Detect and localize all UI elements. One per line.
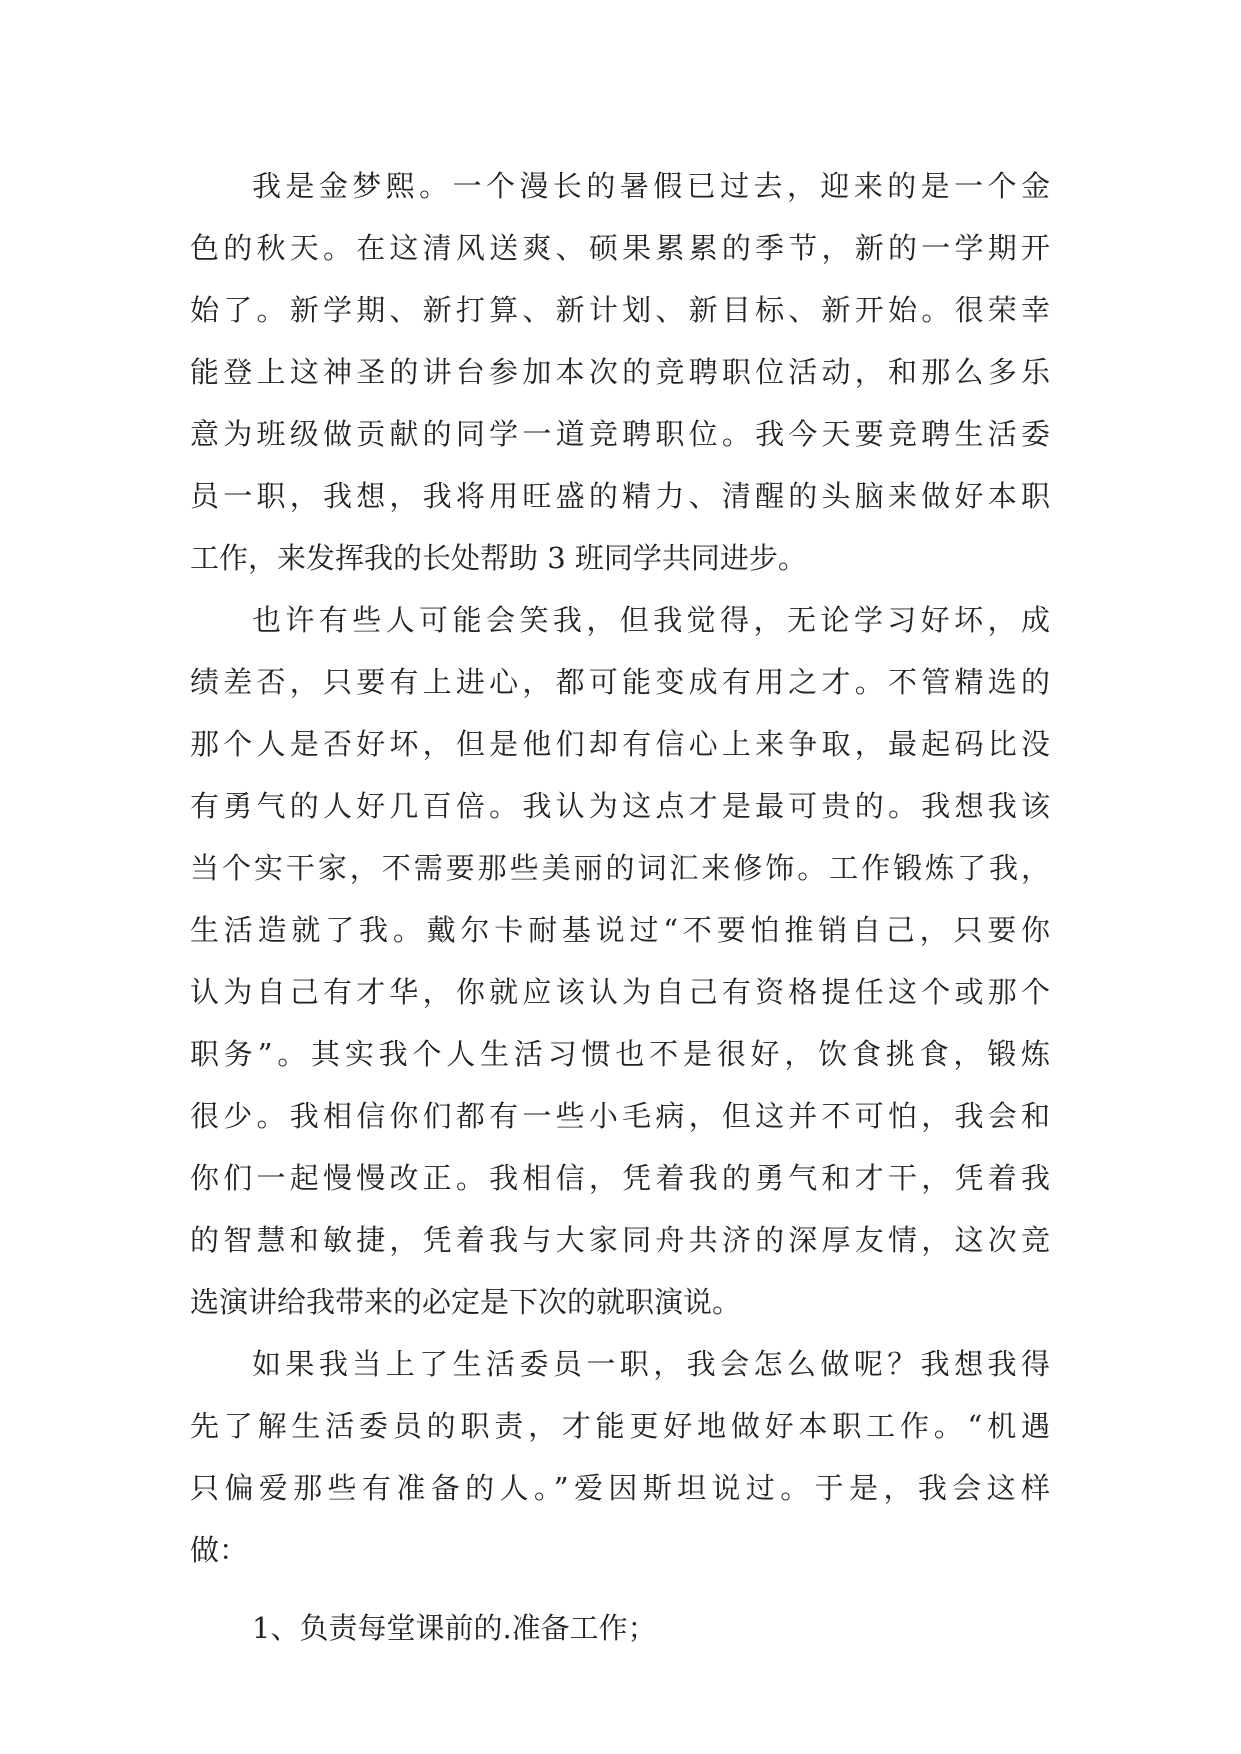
text-line: 职务”。其实我个人生活习惯也不是很好，饮食挑食，锻炼 xyxy=(190,1037,1050,1071)
text-line: 能登上这神圣的讲台参加本次的竞聘职位活动，和那么多乐 xyxy=(190,355,1050,389)
text-line: 先了解生活委员的职责，才能更好地做好本职工作。“机遇 xyxy=(190,1409,1050,1443)
text-line: 只偏爱那些有准备的人。”爱因斯坦说过。于是，我会这样 xyxy=(190,1471,1050,1505)
paragraph-self-assessment xyxy=(190,589,1050,1333)
text-line: 的智慧和敏捷，凭着我与大家同舟共济的深厚友情，这次竞 xyxy=(190,1223,1050,1257)
text-line: 意为班级做贡献的同学一道竞聘职位。我今天要竞聘生活委 xyxy=(190,417,1050,451)
text-line: 工作，来发挥我的长处帮助 3 班同学共同进步。 xyxy=(190,541,807,575)
text-line: 很少。我相信你们都有一些小毛病，但这并不可怕，我会和 xyxy=(190,1099,1050,1133)
text-line: 员一职，我想，我将用旺盛的精力、清醒的头脑来做好本职 xyxy=(190,479,1050,513)
paragraph-spacer xyxy=(190,1581,1050,1597)
text-line: 有勇气的人好几百倍。我认为这点才是最可贵的。我想我该 xyxy=(190,789,1050,823)
text-line: 如果我当上了生活委员一职，我会怎么做呢？我想我得 xyxy=(252,1347,1050,1381)
list-item xyxy=(190,1597,1050,1659)
text-line: 1、负责每堂课前的.准备工作； xyxy=(252,1611,657,1645)
text-line: 也许有些人可能会笑我，但我觉得，无论学习好坏，成 xyxy=(252,603,1050,637)
text-line: 那个人是否好坏，但是他们却有信心上来争取，最起码比没 xyxy=(190,727,1050,761)
text-line: 选演讲给我带来的必定是下次的就职演说。 xyxy=(190,1285,742,1319)
text-line: 当个实干家，不需要那些美丽的词汇来修饰。工作锻炼了我， xyxy=(190,851,1050,885)
text-line: 生活造就了我。戴尔卡耐基说过“不要怕推销自己，只要你 xyxy=(190,913,1050,947)
text-line: 做： xyxy=(190,1533,249,1567)
text-line: 认为自己有才华，你就应该认为自己有资格提任这个或那个 xyxy=(190,975,1050,1009)
text-line: 色的秋天。在这清风送爽、硕果累累的季节，新的一学期开 xyxy=(190,231,1050,265)
text-line: 绩差否，只要有上进心，都可能变成有用之才。不管精选的 xyxy=(190,665,1050,699)
paragraph-plan xyxy=(190,1333,1050,1581)
document-page xyxy=(190,155,1050,1659)
text-line: 你们一起慢慢改正。我相信，凭着我的勇气和才干，凭着我 xyxy=(190,1161,1050,1195)
paragraph-intro xyxy=(190,155,1050,589)
text-line: 我是金梦熙。一个漫长的暑假已过去，迎来的是一个金 xyxy=(252,169,1050,203)
text-line: 始了。新学期、新打算、新计划、新目标、新开始。很荣幸 xyxy=(190,293,1050,327)
